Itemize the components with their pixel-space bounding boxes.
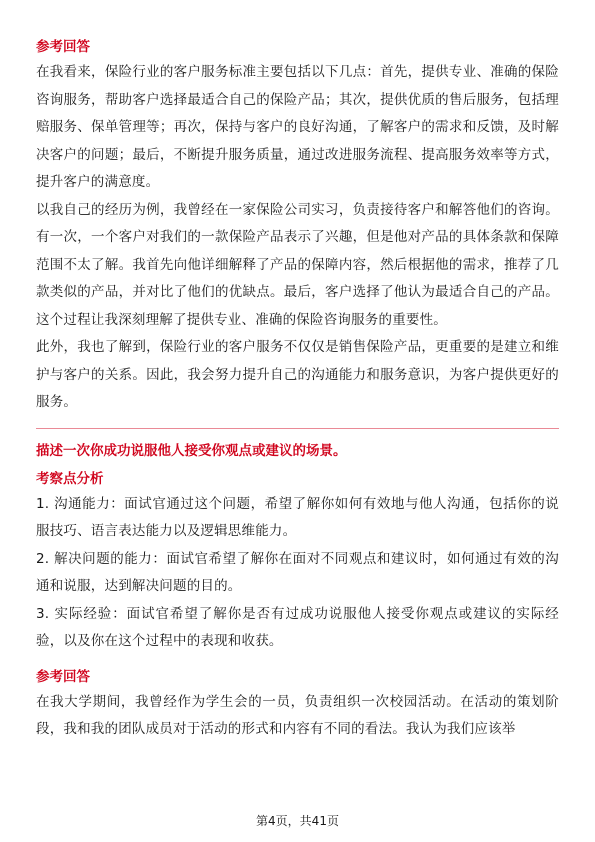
analysis-heading: 考察点分析 <box>36 470 104 487</box>
analysis-point: 2. 解决问题的能力：面试官希望了解你在面对不同观点和建议时，如何通过有效的沟通和说服，达到解决问题的目的。 <box>36 550 559 594</box>
reference-answer-heading: 参考回答 <box>36 668 90 685</box>
section-divider <box>36 428 559 429</box>
reference-answer-heading: 参考回答 <box>36 39 90 55</box>
answer-paragraph: 在我大学期间，我曾经作为学生会的一员，负责组织一次校园活动。在活动的策划阶段，我和我的团队成员对于活动的形式和内容有不同的看法。我认为我们应该举 <box>36 693 559 737</box>
answer-paragraph: 在我看来，保险行业的客户服务标准主要包括以下几点：首先，提供专业、准确的保险咨询服务，帮助客户选择最适合自己的保险产品；其次，提供优质的售后服务，包括理赔服务、保单管理等；再次，保持与客户的良好沟通，了解客户的需求和反馈，及时解决客户的问题；最后，不断提升服务质量，通过改进服务流程、提高服务效率等方式，提升客户的满意度。 <box>36 64 559 190</box>
page-number: 第4页，共41页 <box>256 814 339 828</box>
answer-paragraph: 此外，我也了解到，保险行业的客户服务不仅仅是销售保险产品，更重要的是建立和维护与客户的关系。因此，我会努力提升自己的沟通能力和服务意识，为客户提供更好的服务。 <box>36 339 559 410</box>
analysis-point: 3. 实际经验：面试官希望了解你是否有过成功说服他人接受你观点或建议的实际经验，以及你在这个过程中的表现和收获。 <box>36 605 559 649</box>
answer-paragraph: 以我自己的经历为例，我曾经在一家保险公司实习，负责接待客户和解答他们的咨询。有一次，一个客户对我们的一款保险产品表示了兴趣，但是他对产品的具体条款和保障范围不太了解。我首先向他详细解释了产品的保障内容，然后根据他的需求，推荐了几款类似的产品，并对比了他们的优缺点。最后，客户选择了他认为最适合自己的产品。这个过程让我深刻理解了提供专业、准确的保险咨询服务的重要性。 <box>36 201 559 328</box>
question-title: 描述一次你成功说服他人接受你观点或建议的场景。 <box>36 442 347 459</box>
page-content <box>36 37 559 744</box>
analysis-point: 1. 沟通能力：面试官通过这个问题，希望了解你如何有效地与他人沟通，包括你的说服技巧、语言表达能力以及逻辑思维能力。 <box>36 495 559 539</box>
